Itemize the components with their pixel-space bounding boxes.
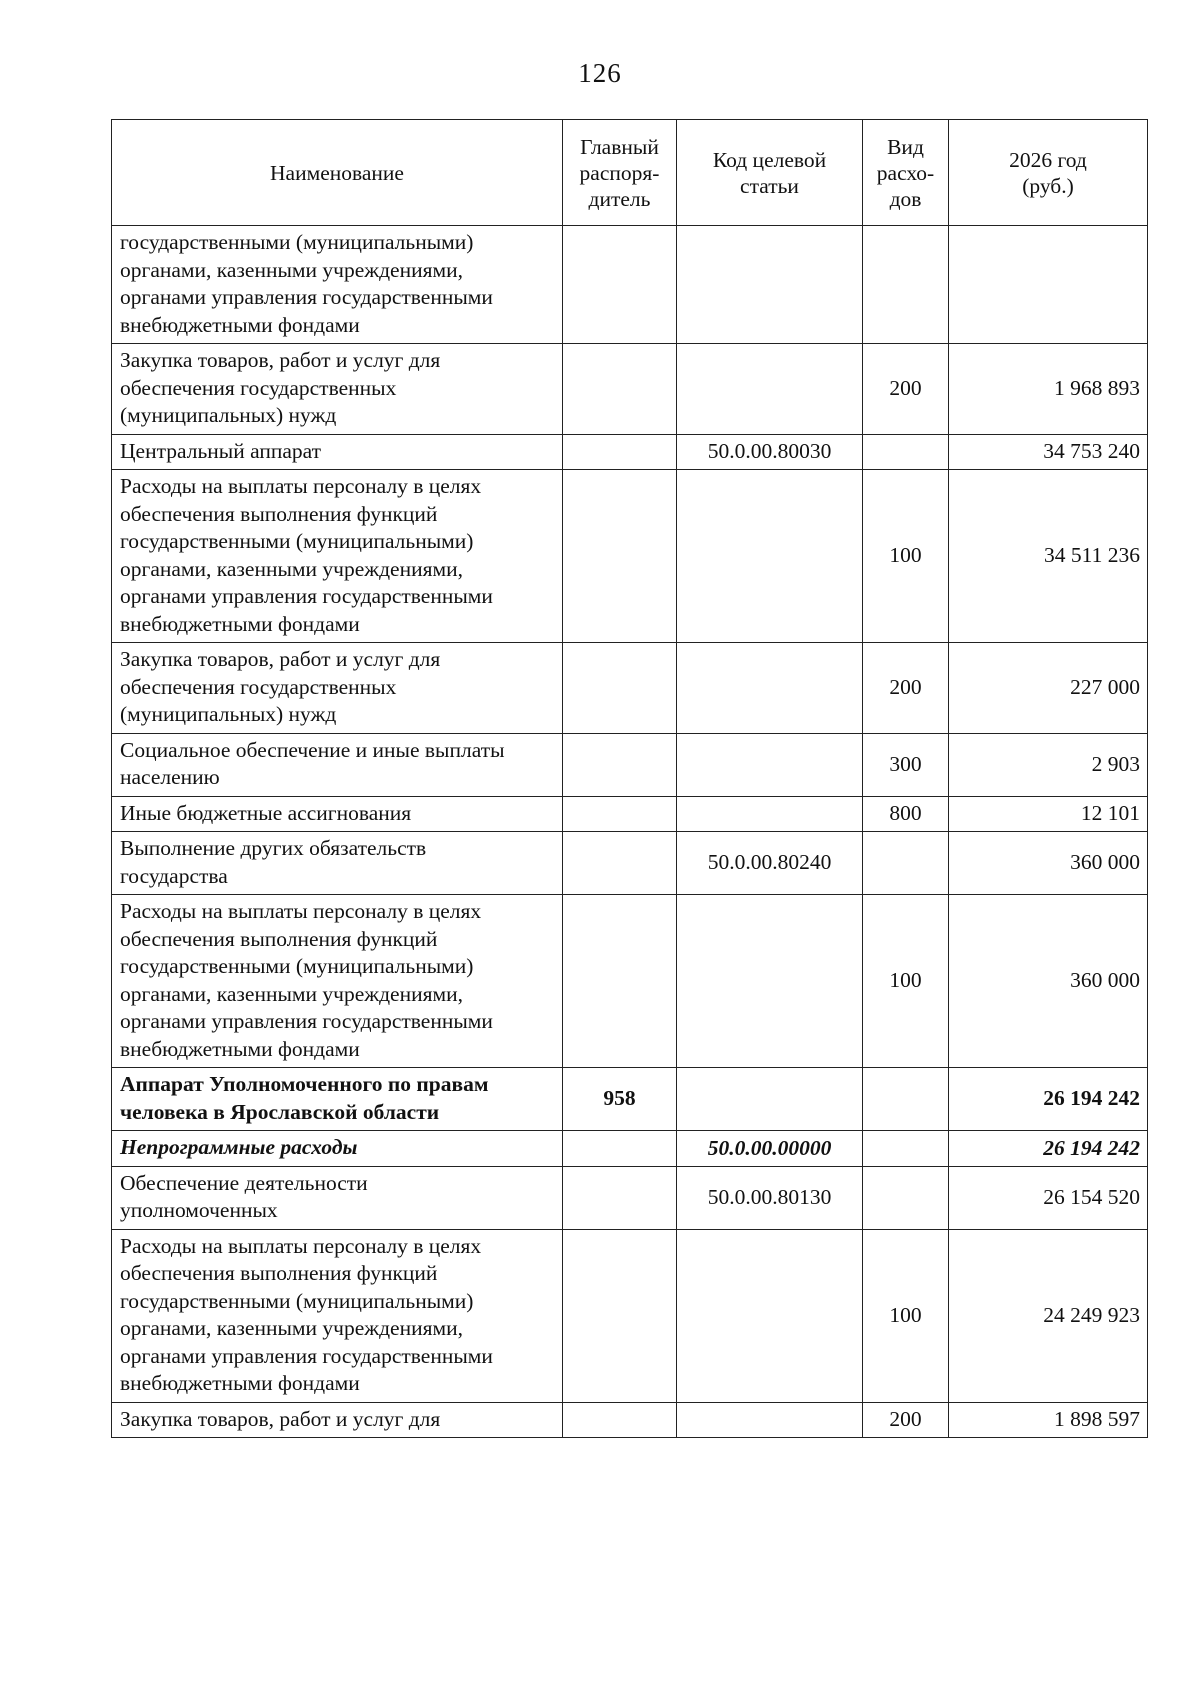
- row-vid: 100: [863, 1229, 949, 1402]
- row-grbs: [563, 643, 677, 734]
- row-grbs: [563, 796, 677, 832]
- row-vid: [863, 832, 949, 895]
- row-name-line: внебюджетными фондами: [120, 1036, 360, 1061]
- table-row: [112, 1402, 1148, 1438]
- row-code: [677, 1068, 863, 1131]
- row-code: [677, 796, 863, 832]
- row-name-line: обеспечения выполнения функций: [120, 501, 438, 526]
- table-row: [112, 1166, 1148, 1229]
- row-name-line: Выполнение других обязательств: [120, 836, 427, 860]
- row-name: [112, 832, 563, 895]
- row-code: [677, 643, 863, 734]
- row-name: [112, 796, 563, 832]
- row-name: [112, 1131, 563, 1167]
- table-row: [112, 643, 1148, 734]
- row-name-line: Расходы на выплаты персоналу в целях: [120, 1233, 482, 1258]
- row-sum: 34 511 236: [949, 470, 1148, 643]
- budget-table: [111, 119, 1148, 1438]
- row-vid: 200: [863, 1402, 949, 1438]
- header-code: Код целевой статьи: [677, 120, 863, 226]
- row-sum: 26 154 520: [949, 1166, 1148, 1229]
- row-name-line: государства: [120, 863, 228, 888]
- row-name-line: Расходы на выплаты персоналу в целях: [120, 474, 482, 498]
- row-name-line: (муниципальных) нужд: [120, 403, 337, 427]
- row-name: [112, 344, 563, 435]
- row-name-line: Закупка товаров, работ и услуг для: [120, 348, 441, 372]
- row-sum: 1 898 597: [949, 1402, 1148, 1438]
- table-row: [112, 470, 1148, 643]
- row-grbs: [563, 1402, 677, 1438]
- row-code: [677, 1229, 863, 1402]
- row-name: [112, 1068, 563, 1131]
- row-name-line: внебюджетными фондами: [120, 312, 360, 337]
- table-row: [112, 226, 1148, 344]
- table-row: [112, 1131, 1148, 1167]
- row-grbs: [563, 470, 677, 643]
- row-name-line: человека в Ярославской области: [120, 1099, 440, 1124]
- row-vid: 300: [863, 733, 949, 796]
- row-name-line: государственными (муниципальными): [120, 529, 474, 553]
- row-name-line: обеспечения государственных: [120, 674, 397, 699]
- row-vid: 100: [863, 895, 949, 1068]
- row-name-line: Иные бюджетные ассигнования: [120, 800, 412, 825]
- row-name: [112, 895, 563, 1068]
- row-name-line: обеспечения выполнения функций: [120, 1261, 438, 1285]
- row-name-line: Закупка товаров, работ и услуг для: [120, 1406, 441, 1431]
- row-name-line: Центральный аппарат: [120, 438, 322, 463]
- table-header: [112, 120, 1148, 226]
- table-row: [112, 434, 1148, 470]
- table-row: [112, 344, 1148, 435]
- row-grbs: [563, 226, 677, 344]
- row-name: [112, 226, 563, 344]
- row-name-line: Расходы на выплаты персоналу в целях: [120, 899, 482, 923]
- row-sum: 360 000: [949, 895, 1148, 1068]
- row-name-line: органами управления государственными: [120, 1343, 493, 1368]
- row-sum: 26 194 242: [949, 1068, 1148, 1131]
- row-grbs: [563, 895, 677, 1068]
- row-code: [677, 226, 863, 344]
- row-name: [112, 434, 563, 470]
- row-name-line: внебюджетными фондами: [120, 611, 360, 636]
- row-name-line: обеспечения государственных: [120, 375, 397, 400]
- row-vid: [863, 1166, 949, 1229]
- row-name-line: органами управления государственными: [120, 584, 493, 608]
- row-name-line: органами управления государственными: [120, 1009, 493, 1033]
- row-name-line: органами, казенными учреждениями,: [120, 1316, 463, 1340]
- row-name-line: населению: [120, 765, 220, 789]
- row-grbs: [563, 1166, 677, 1229]
- row-sum: 1 968 893: [949, 344, 1148, 435]
- row-sum: 360 000: [949, 832, 1148, 895]
- row-code: [677, 1402, 863, 1438]
- row-code: [677, 470, 863, 643]
- row-vid: 200: [863, 643, 949, 734]
- page-number: 126: [578, 58, 622, 88]
- table-row: [112, 796, 1148, 832]
- row-name: [112, 733, 563, 796]
- header-vid: Вид расхо- дов: [863, 120, 949, 226]
- table-body: [112, 226, 1148, 1438]
- row-grbs: [563, 733, 677, 796]
- row-name-line: уполномоченных: [120, 1198, 278, 1222]
- row-name-line: государственными (муниципальными): [120, 230, 474, 254]
- row-code: 50.0.00.80130: [677, 1166, 863, 1229]
- header-row: [112, 120, 1148, 226]
- row-name: [112, 643, 563, 734]
- row-vid: [863, 1131, 949, 1167]
- row-code: [677, 344, 863, 435]
- header-sum: 2026 год (руб.): [949, 120, 1148, 226]
- row-name-line: Обеспечение деятельности: [120, 1170, 368, 1195]
- row-name-line: органами, казенными учреждениями,: [120, 981, 463, 1006]
- row-name-line: государственными (муниципальными): [120, 1288, 474, 1313]
- row-sum: [949, 226, 1148, 344]
- row-name-line: Непрограммные расходы: [120, 1135, 358, 1159]
- row-vid: 200: [863, 344, 949, 435]
- row-name-line: Социальное обеспечение и иные выплаты: [120, 737, 505, 762]
- header-grbs: Главный распоря- дитель: [563, 120, 677, 226]
- row-code: 50.0.00.00000: [677, 1131, 863, 1167]
- row-code: [677, 895, 863, 1068]
- row-grbs: [563, 1131, 677, 1167]
- row-code: [677, 733, 863, 796]
- row-grbs: [563, 1229, 677, 1402]
- row-code: 50.0.00.80030: [677, 434, 863, 470]
- row-name-line: органами, казенными учреждениями,: [120, 257, 463, 282]
- row-name-line: органами управления государственными: [120, 285, 493, 309]
- row-name-line: органами, казенными учреждениями,: [120, 556, 463, 581]
- table-row: [112, 895, 1148, 1068]
- row-code: 50.0.00.80240: [677, 832, 863, 895]
- row-sum: 34 753 240: [949, 434, 1148, 470]
- header-name: Наименование: [112, 120, 563, 226]
- row-name-line: обеспечения выполнения функций: [120, 926, 438, 951]
- row-sum: 12 101: [949, 796, 1148, 832]
- row-name-line: государственными (муниципальными): [120, 954, 474, 978]
- row-name-line: внебюджетными фондами: [120, 1371, 360, 1395]
- row-grbs: [563, 832, 677, 895]
- row-name: [112, 470, 563, 643]
- row-name-line: Закупка товаров, работ и услуг для: [120, 647, 441, 671]
- row-sum: 2 903: [949, 733, 1148, 796]
- row-grbs: [563, 344, 677, 435]
- table-row: [112, 1229, 1148, 1402]
- row-name: [112, 1229, 563, 1402]
- row-vid: 800: [863, 796, 949, 832]
- row-grbs: 958: [563, 1068, 677, 1131]
- row-sum: 227 000: [949, 643, 1148, 734]
- row-sum: 24 249 923: [949, 1229, 1148, 1402]
- row-grbs: [563, 434, 677, 470]
- table-row: [112, 733, 1148, 796]
- table-row: [112, 832, 1148, 895]
- row-name: [112, 1166, 563, 1229]
- row-name-line: (муниципальных) нужд: [120, 702, 337, 726]
- row-vid: [863, 226, 949, 344]
- row-name: [112, 1402, 563, 1438]
- row-name-line: Аппарат Уполномоченного по правам: [120, 1072, 489, 1096]
- row-vid: 100: [863, 470, 949, 643]
- row-vid: [863, 1068, 949, 1131]
- row-vid: [863, 434, 949, 470]
- row-sum: 26 194 242: [949, 1131, 1148, 1167]
- table-row: [112, 1068, 1148, 1131]
